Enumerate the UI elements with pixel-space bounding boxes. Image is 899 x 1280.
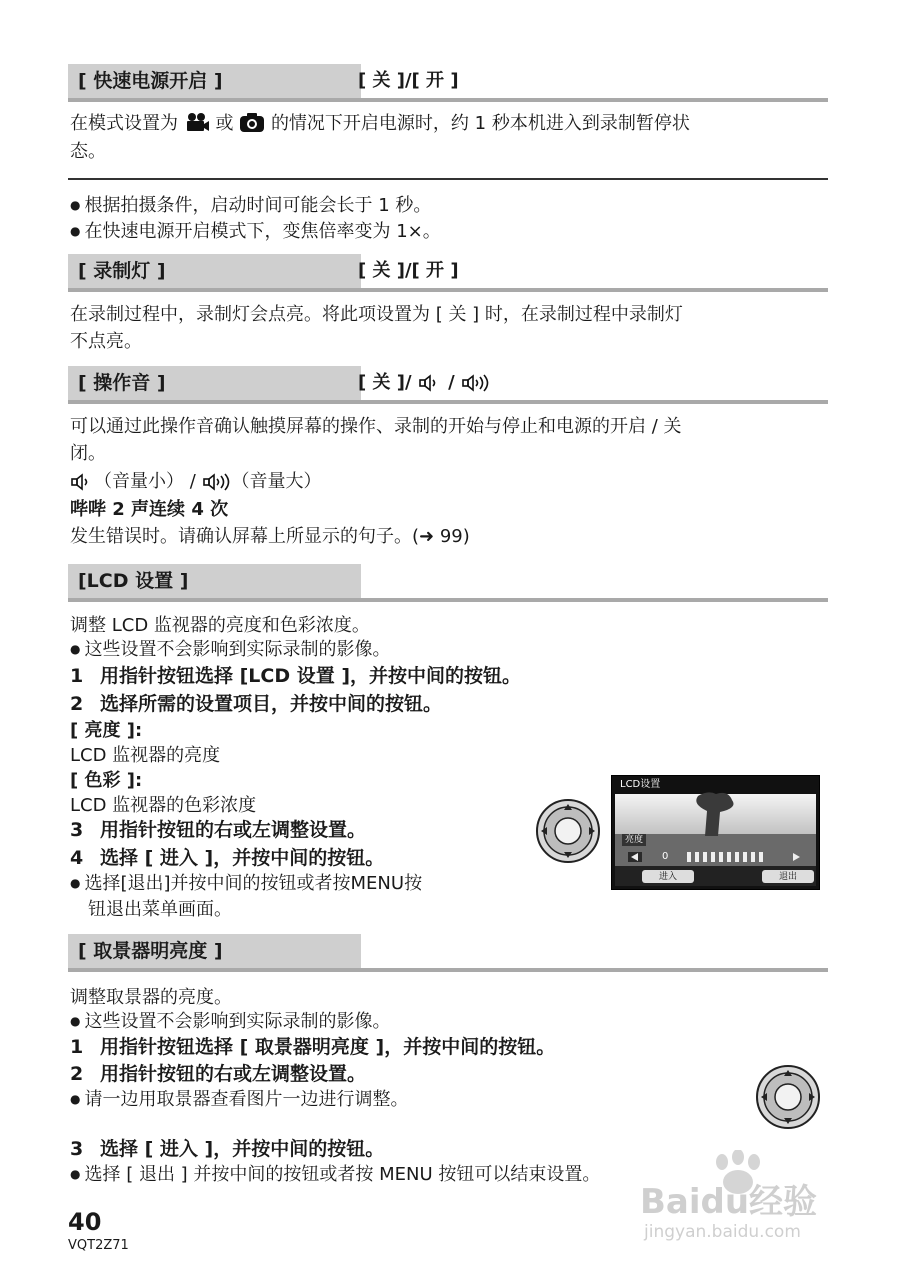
section-header-operation-sound: [ 操作音 ]: [68, 366, 361, 404]
step-1: [70, 1034, 555, 1060]
lcd-desc: 调整 LCD 监视器的亮度和色彩浓度。: [70, 615, 370, 636]
joystick-icon: [535, 798, 601, 864]
lcd-screen-enter: 进入: [658, 872, 677, 882]
volume-large-label: （音量大）: [231, 471, 322, 492]
item-desc: LCD 监视器的亮度: [70, 745, 221, 766]
step-text: 选择所需的设置项目，并按中间的按钮。: [100, 693, 443, 715]
baidu-watermark: [640, 1150, 850, 1245]
joystick-icon: [755, 1064, 821, 1130]
section-header-rule: [351, 968, 828, 972]
note-item-cont: 钮退出菜单画面。: [88, 899, 232, 920]
operation-sound-options: [358, 370, 491, 400]
operation-sound-desc: 可以通过此操作音确认触摸屏幕的操作、录制的开始与停止和电源的开启 / 关: [70, 416, 682, 437]
step-number: 3: [70, 1138, 84, 1160]
item-label: [ 亮度 ]:: [70, 720, 143, 741]
note-item: ● 这些设置不会影响到实际录制的影像。: [70, 1009, 390, 1036]
photo-mode-icon: [239, 111, 265, 133]
note-item: ● 选择 [ 退出 ] 并按中间的按钮或者按 MENU 按钮可以结束设置。: [70, 1162, 600, 1189]
page-number: 40: [68, 1208, 102, 1236]
section-header-rule: [351, 98, 828, 102]
operation-sound-desc-cont: 闭。: [70, 443, 106, 464]
video-mode-icon: [184, 111, 210, 133]
lcd-screen-tab: 亮度: [622, 834, 646, 846]
option-text: /: [448, 372, 455, 393]
lcd-screen-exit: 退出: [778, 872, 797, 882]
option-text: [ 关 ]/: [358, 372, 412, 393]
watermark-brand: Baidu经验: [640, 1182, 818, 1222]
step-text: 选择 [ 进入 ]，并按中间的按钮。: [100, 847, 385, 869]
section-header-rule: [351, 400, 828, 404]
doc-code: VQT2Z71: [68, 1238, 129, 1253]
record-lamp-desc: 在录制过程中，录制灯会点亮。将此项设置为 [ 关 ] 时，在录制过程中录制灯: [70, 304, 683, 325]
record-lamp-desc-cont: 不点亮。: [70, 331, 142, 352]
step-text: 选择 [ 进入 ]，并按中间的按钮。: [100, 1138, 385, 1160]
note-item: ● 在快速电源开启模式下，变焦倍率变为 1×。: [70, 219, 441, 246]
note-item: ● 这些设置不会影响到实际录制的影像。: [70, 637, 390, 664]
speaker-low-icon: [70, 473, 94, 499]
section-header-lcd: [LCD 设置 ]: [68, 564, 361, 602]
volume-legend: [70, 469, 322, 499]
speaker-high-icon: [461, 374, 491, 400]
step-text: 用指针按钮选择 [ 取景器明亮度 ]，并按中间的按钮。: [100, 1036, 556, 1058]
speaker-high-icon: [202, 473, 232, 499]
step-number: 3: [70, 819, 84, 841]
lcd-screen-illustration: [611, 775, 820, 890]
step-3: [70, 1136, 384, 1162]
step-2: [70, 691, 442, 717]
section-header-viewfinder: [ 取景器明亮度 ]: [68, 934, 361, 972]
viewfinder-desc: 调整取景器的亮度。: [70, 987, 232, 1008]
volume-sep: /: [189, 471, 196, 492]
step-number: 1: [70, 1036, 84, 1058]
item-desc: LCD 监视器的色彩浓度: [70, 795, 257, 816]
beep-line: 哔哔 2 声连续 4 次: [70, 499, 229, 520]
step-4: [70, 845, 384, 871]
desc-text: 或: [215, 113, 234, 134]
note-item: ● 选择[退出]并按中间的按钮或者按MENU按: [70, 871, 422, 898]
step-number: 2: [70, 693, 84, 715]
quick-power-desc: [70, 111, 690, 137]
speaker-low-icon: [418, 374, 442, 400]
step-3: [70, 817, 366, 843]
lcd-screen-title: LCD设置: [620, 779, 661, 790]
error-line: 发生错误时。请确认屏幕上所显示的句子。(➜ 99): [70, 526, 470, 547]
note-item: ● 根据拍摄条件，启动时间可能会长于 1 秒。: [70, 193, 431, 220]
section-header-rule: [351, 598, 828, 602]
item-label: [ 色彩 ]:: [70, 770, 143, 791]
step-2: [70, 1061, 366, 1087]
watermark-url: jingyan.baidu.com: [644, 1222, 801, 1242]
desc-text: 在模式设置为: [70, 113, 178, 134]
quick-power-options: [ 关 ]/[ 开 ]: [358, 70, 459, 91]
step-number: 2: [70, 1063, 84, 1085]
desc-text: 的情况下开启电源时，约 1 秒本机进入到录制暂停状: [270, 113, 690, 134]
step-text: 用指针按钮选择 [LCD 设置 ]，并按中间的按钮。: [100, 665, 522, 687]
step-text: 用指针按钮的右或左调整设置。: [100, 1063, 367, 1085]
step-text: 用指针按钮的右或左调整设置。: [100, 819, 367, 841]
section-header-record-lamp: [ 录制灯 ]: [68, 254, 361, 292]
section-header-quick-power: [ 快速电源开启 ]: [68, 64, 361, 102]
volume-small-label: （音量小）: [94, 471, 184, 492]
divider: [68, 178, 828, 180]
note-item: ● 请一边用取景器查看图片一边进行调整。: [70, 1087, 408, 1114]
lcd-screen-value: 0: [662, 851, 669, 862]
quick-power-desc-cont: 态。: [70, 141, 106, 162]
step-1: [70, 663, 521, 689]
section-header-rule: [351, 288, 828, 292]
step-number: 4: [70, 847, 84, 869]
record-lamp-options: [ 关 ]/[ 开 ]: [358, 260, 459, 281]
step-number: 1: [70, 665, 84, 687]
